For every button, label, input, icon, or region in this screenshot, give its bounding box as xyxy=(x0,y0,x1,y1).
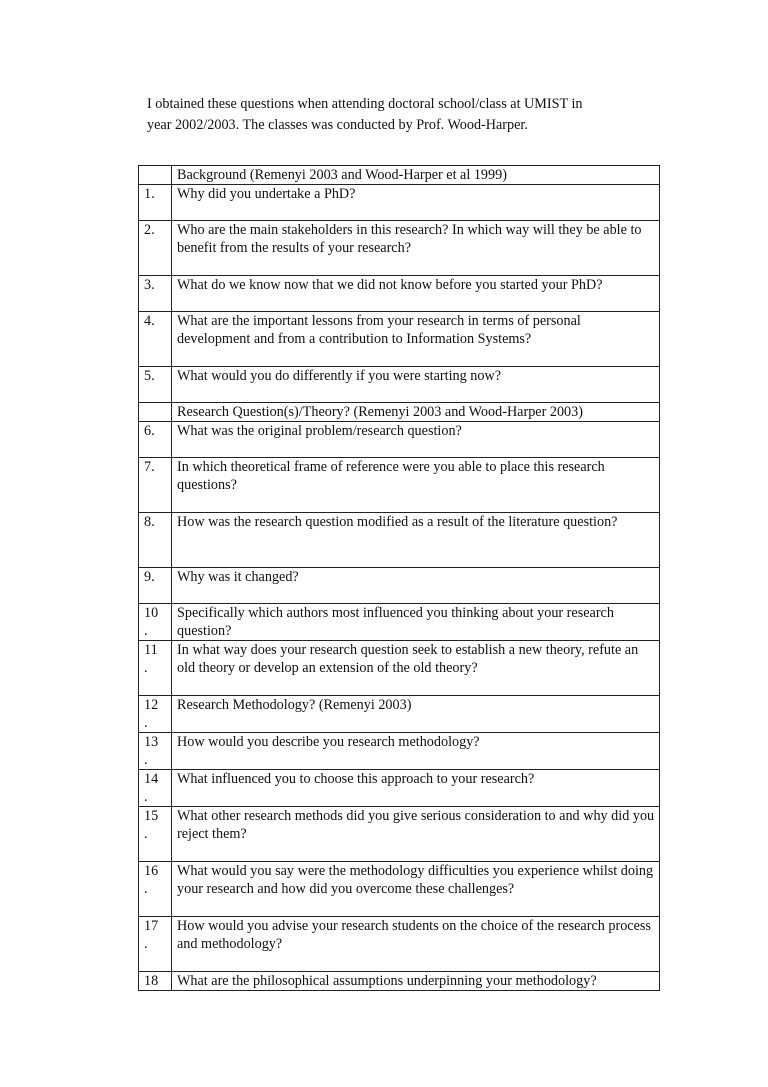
table-row xyxy=(139,972,660,991)
question-number: 15 . xyxy=(139,807,172,862)
question-number: 7. xyxy=(139,458,172,513)
questions-table-body xyxy=(139,166,660,991)
question-number: 14 . xyxy=(139,770,172,807)
table-row xyxy=(139,641,660,696)
question-number: 12 . xyxy=(139,696,172,733)
question-number: 8. xyxy=(139,513,172,568)
question-text: Research Methodology? (Remenyi 2003) xyxy=(172,696,660,733)
question-text: What are the philosophical assumptions underpinning your methodology? xyxy=(172,972,660,991)
table-row xyxy=(139,458,660,513)
question-text: How would you advise your research students on the choice of the research process and methodology? xyxy=(172,917,660,972)
question-number: 5. xyxy=(139,367,172,403)
question-text: What influenced you to choose this approach to your research? xyxy=(172,770,660,807)
question-text: Who are the main stakeholders in this research? In which way will they be able to benefit from the results of your research? xyxy=(172,221,660,276)
intro-line-1: I obtained these questions when attending doctoral school/class at UMIST in xyxy=(147,96,583,112)
question-text: In what way does your research question seek to establish a new theory, refute an old theory or develop an extension of the old theory? xyxy=(172,641,660,696)
question-number: 3. xyxy=(139,276,172,312)
table-row xyxy=(139,221,660,276)
question-number xyxy=(139,403,172,422)
question-text: What was the original problem/research question? xyxy=(172,422,660,458)
question-text: Why was it changed? xyxy=(172,568,660,604)
question-number: 1. xyxy=(139,185,172,221)
table-row xyxy=(139,513,660,568)
intro-paragraph xyxy=(147,94,647,136)
question-number: 18 xyxy=(139,972,172,991)
table-row xyxy=(139,403,660,422)
question-text: How would you describe you research methodology? xyxy=(172,733,660,770)
table-row xyxy=(139,312,660,367)
question-number: 6. xyxy=(139,422,172,458)
question-number: 13 . xyxy=(139,733,172,770)
questions-table xyxy=(138,165,660,991)
table-row xyxy=(139,604,660,641)
table-row xyxy=(139,862,660,917)
question-text: How was the research question modified as a result of the literature question? xyxy=(172,513,660,568)
table-row xyxy=(139,422,660,458)
table-row xyxy=(139,917,660,972)
question-number: 9. xyxy=(139,568,172,604)
table-row xyxy=(139,276,660,312)
table-row xyxy=(139,770,660,807)
question-number: 4. xyxy=(139,312,172,367)
question-text: What are the important lessons from your research in terms of personal development and from a contribution to Information Systems? xyxy=(172,312,660,367)
section-heading: Background (Remenyi 2003 and Wood-Harper et al 1999) xyxy=(172,166,660,185)
question-number: 16 . xyxy=(139,862,172,917)
table-row xyxy=(139,185,660,221)
question-text: In which theoretical frame of reference were you able to place this research questions? xyxy=(172,458,660,513)
question-text: Why did you undertake a PhD? xyxy=(172,185,660,221)
question-number: 2. xyxy=(139,221,172,276)
question-text: What would you do differently if you were starting now? xyxy=(172,367,660,403)
question-number: 17 . xyxy=(139,917,172,972)
question-number: 11 . xyxy=(139,641,172,696)
intro-line-2: year 2002/2003. The classes was conducted by Prof. Wood-Harper. xyxy=(147,117,528,133)
question-text: What other research methods did you give serious consideration to and why did you reject them? xyxy=(172,807,660,862)
table-row xyxy=(139,696,660,733)
question-text: What do we know now that we did not know before you started your PhD? xyxy=(172,276,660,312)
table-row xyxy=(139,733,660,770)
section-heading: Research Question(s)/Theory? (Remenyi 2003 and Wood-Harper 2003) xyxy=(172,403,660,422)
question-number: 10 . xyxy=(139,604,172,641)
question-number xyxy=(139,166,172,185)
table-row xyxy=(139,568,660,604)
table-row xyxy=(139,166,660,185)
question-text: Specifically which authors most influenced you thinking about your research question? xyxy=(172,604,660,641)
table-row xyxy=(139,367,660,403)
table-row xyxy=(139,807,660,862)
question-text: What would you say were the methodology difficulties you experience whilst doing your research and how did you overcome these challenges? xyxy=(172,862,660,917)
